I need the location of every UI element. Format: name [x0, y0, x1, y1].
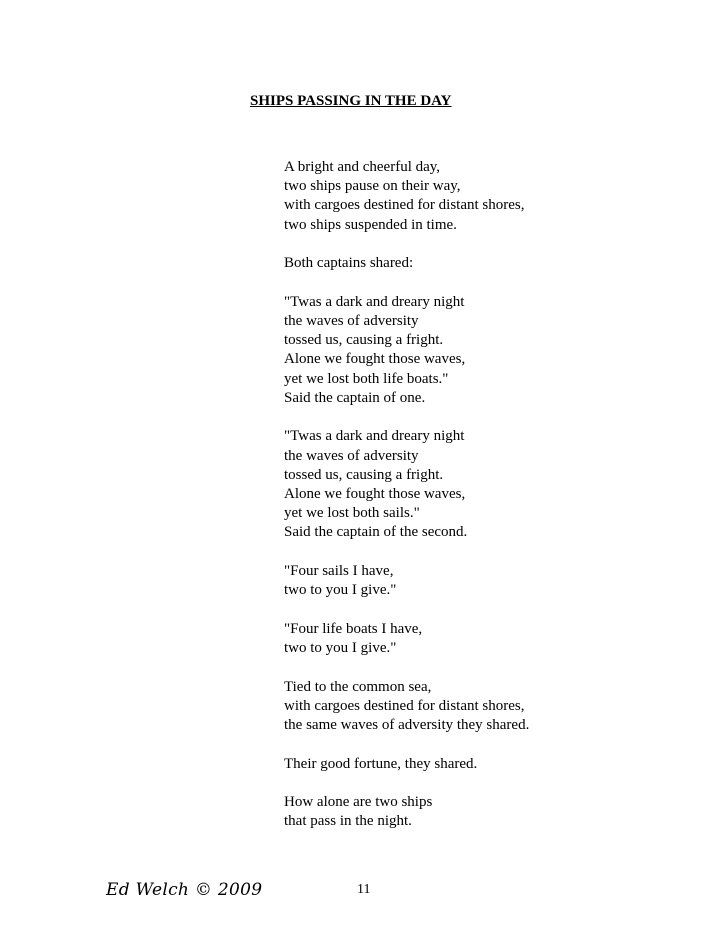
- stanza: [284, 678, 704, 736]
- poem-line: tossed us, causing a fright.: [284, 466, 444, 483]
- page-number: 11: [357, 882, 371, 897]
- poem-line: the waves of adversity: [284, 313, 419, 329]
- poem-line: "Four life boats I have,: [284, 620, 423, 637]
- poem-body: [284, 158, 704, 851]
- poem-line: two to you I give.": [284, 640, 397, 657]
- poem-line: with cargoes destined for distant shores,: [284, 697, 525, 714]
- poem-line: tossed us, causing a fright.: [284, 332, 444, 349]
- poem-line: "Twas a dark and dreary night: [284, 428, 465, 445]
- poem-line: the waves of adversity: [284, 447, 419, 464]
- stanza: [284, 158, 704, 235]
- poem-line: that pass in the night.: [284, 813, 412, 830]
- poem-line: yet we lost both sails.": [284, 505, 420, 522]
- poem-line: Alone we fought those waves,: [284, 486, 466, 503]
- poem-line: Said the captain of the second.: [284, 524, 468, 541]
- stanza: [284, 254, 704, 273]
- stanza: [284, 755, 704, 774]
- poem-line: Both captains shared:: [284, 255, 414, 272]
- stanza: [284, 620, 704, 658]
- poem-line: A bright and cheerful day,: [284, 159, 441, 175]
- poem-line: "Four sails I have,: [284, 563, 394, 580]
- poem-line: Said the captain of one.: [284, 389, 426, 406]
- poem-line: two ships suspended in time.: [284, 216, 457, 233]
- stanza: [284, 793, 704, 831]
- poem-line: two to you I give.": [284, 582, 397, 599]
- poem-line: Tied to the common sea,: [284, 678, 432, 695]
- stanza: [284, 293, 704, 408]
- poem-line: with cargoes destined for distant shores,: [284, 197, 525, 214]
- stanza: [284, 427, 704, 542]
- poem-line: two ships pause on their way,: [284, 178, 461, 195]
- poem-title: SHIPS PASSING IN THE DAY: [250, 93, 452, 109]
- poem-line: Their good fortune, they shared.: [284, 755, 478, 772]
- poem-line: How alone are two ships: [284, 794, 433, 811]
- poem-line: the same waves of adversity they shared.: [284, 717, 530, 734]
- poem-line: "Twas a dark and dreary night: [284, 293, 465, 310]
- poem-line: yet we lost both life boats.": [284, 370, 449, 387]
- stanza: [284, 562, 704, 600]
- footer-author: Ed Welch © 2009: [106, 880, 263, 900]
- poem-line: Alone we fought those waves,: [284, 351, 466, 368]
